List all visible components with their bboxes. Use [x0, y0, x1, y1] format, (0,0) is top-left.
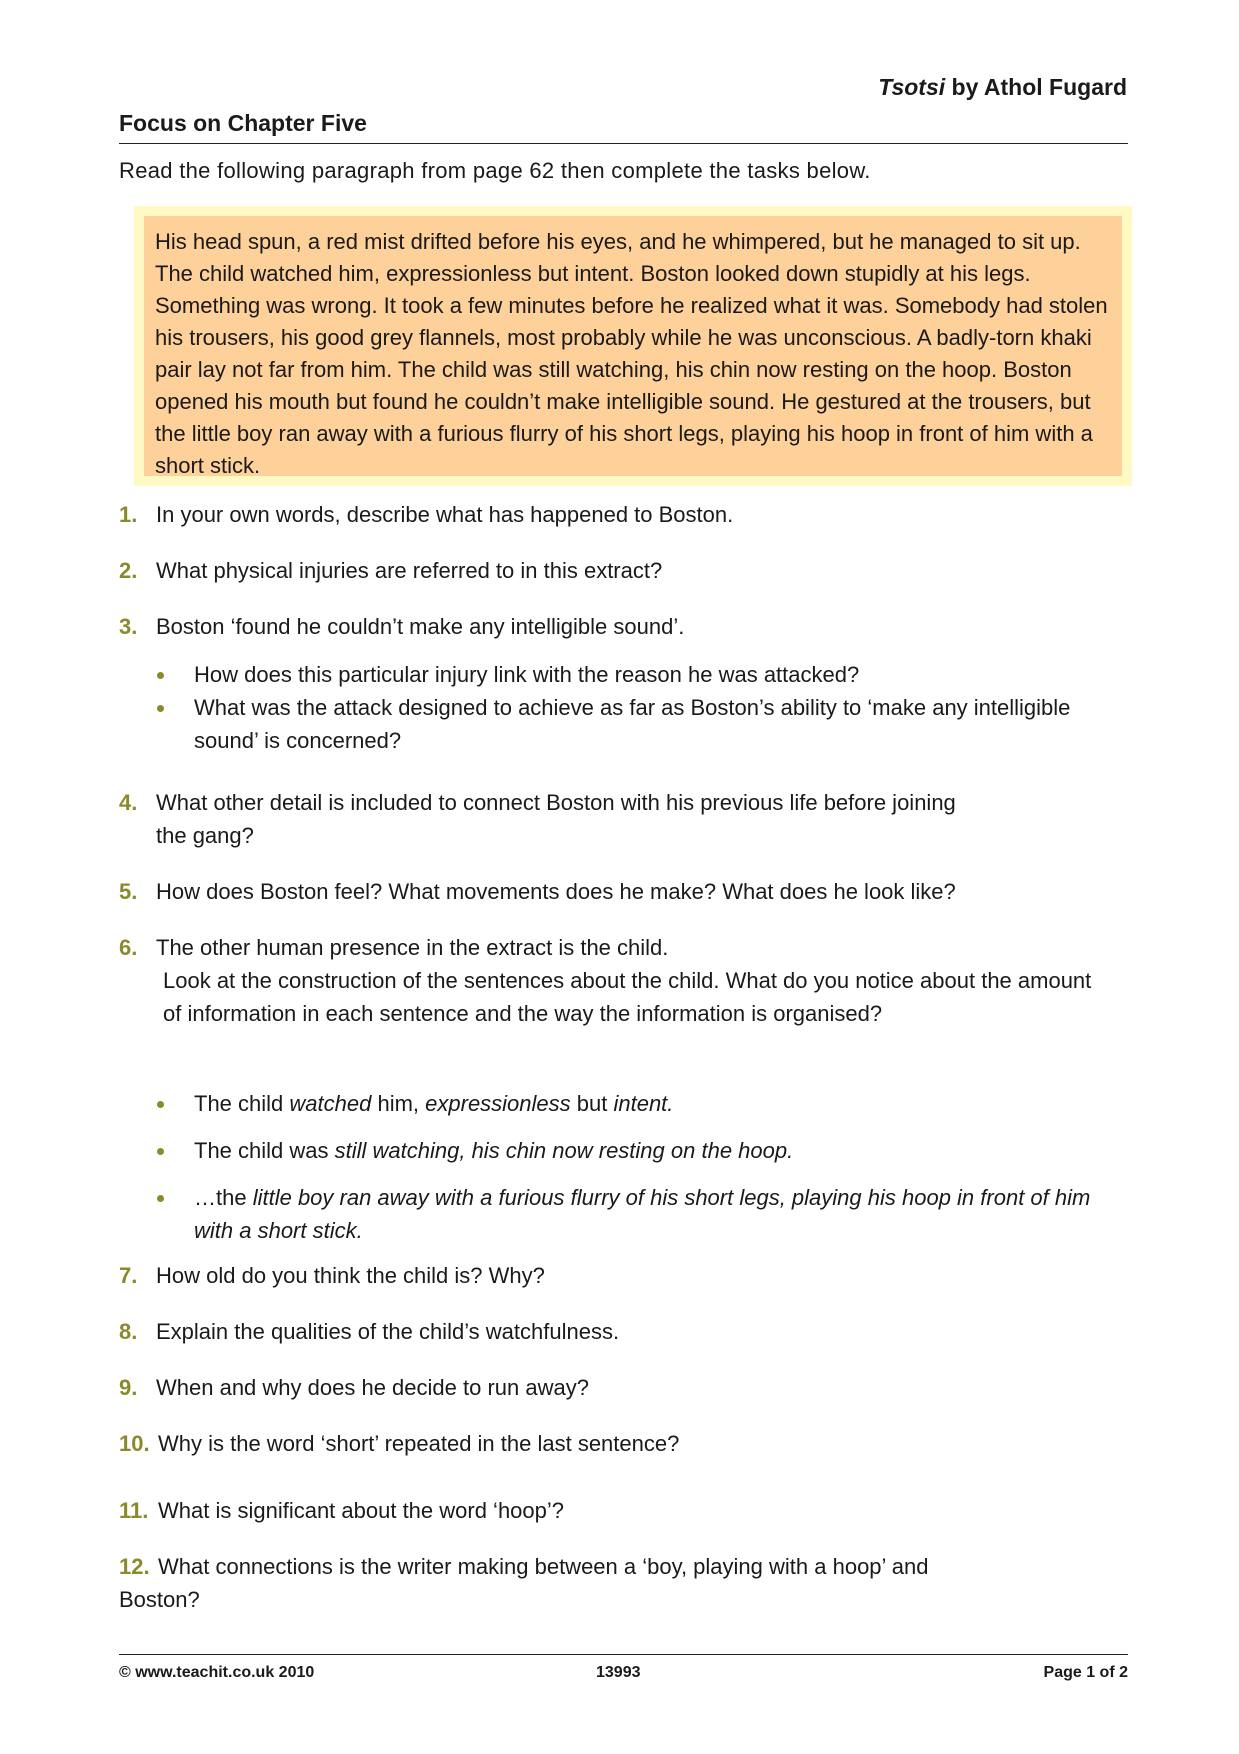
intro-instruction: Read the following paragraph from page 62 then complete the tasks below. [119, 158, 871, 183]
question-5 [119, 875, 956, 908]
question-8 [119, 1315, 619, 1348]
question-1 [119, 498, 733, 531]
question-3-bullets [152, 658, 1122, 757]
question-number: 12. [119, 1554, 150, 1579]
question-6 [119, 931, 668, 964]
footer-divider [119, 1654, 1128, 1655]
list-item [152, 691, 1122, 757]
bullet-text-italic: little boy ran away with a furious flurry of his short legs, playing his hoop in front of him with a short stick. [194, 1185, 1091, 1243]
question-number: 2. [119, 558, 138, 583]
question-text: How old do you think the child is? Why? [156, 1263, 545, 1288]
question-11 [119, 1494, 564, 1527]
book-title [878, 74, 1127, 101]
question-12 [119, 1550, 928, 1616]
header-divider [119, 143, 1128, 144]
question-text: The other human presence in the extract is the child. [156, 935, 669, 960]
question-text: What physical injuries are referred to in this extract? [156, 558, 663, 583]
bullet-icon [157, 705, 164, 712]
list-item [152, 1181, 1122, 1247]
question-text-continued: the gang? [156, 823, 254, 848]
bullet-text-italic: still watching, his chin now resting on the hoop. [334, 1138, 794, 1163]
extract-text: His head spun, a red mist drifted before his eyes, and he whimpered, but he managed to sit up. The child watched him, expressionless but intent. Boston looked down stupidly at his legs. Something was wrong. It took a few minutes before he realized what it was. Somebody had stolen his trousers, his good grey flannels, most probably while he was unconscious. A badly-torn khaki pair lay not far from him. The child was still watching, his chin now resting on the hoop. Boston opened his mouth but found he couldn’t make intelligible sound. He gestured at the trousers, but the little boy ran away with a furious flurry of his short legs, playing his hoop in front of him with a short stick. [144, 216, 1122, 476]
question-number: 6. [119, 935, 138, 960]
bullet-text: The child [194, 1091, 290, 1116]
question-text: Boston ‘found he couldn’t make any intelligible sound’. [156, 614, 685, 639]
bullet-text: him, [371, 1091, 426, 1116]
question-10 [119, 1427, 679, 1460]
footer-page-number: Page 1 of 2 [1043, 1664, 1128, 1681]
bullet-text: …the [194, 1185, 253, 1210]
bullet-text: The child was [194, 1138, 335, 1163]
list-item [152, 1134, 1122, 1167]
question-text: What other detail is included to connect Boston with his previous life before joining [156, 790, 956, 815]
sheet-title: Focus on Chapter Five [119, 110, 367, 136]
question-text: When and why does he decide to run away? [156, 1375, 589, 1400]
question-3 [119, 610, 684, 643]
question-number: 3. [119, 614, 138, 639]
bullet-text: What was the attack designed to achieve as far as Boston’s ability to ‘make any intelligible sound’ is concerned? [194, 695, 1071, 753]
footer-resource-code: 13993 [596, 1664, 641, 1681]
question-4 [119, 786, 956, 852]
question-number: 5. [119, 879, 138, 904]
question-text-continued: Boston? [119, 1587, 200, 1612]
bullet-icon [157, 672, 164, 679]
bullet-text: How does this particular injury link with the reason he was attacked? [194, 662, 860, 687]
question-text: What is significant about the word ‘hoop’? [158, 1498, 565, 1523]
question-text: Why is the word ‘short’ repeated in the last sentence? [158, 1431, 680, 1456]
book-title-italic: Tsotsi [878, 74, 946, 100]
question-9 [119, 1371, 589, 1404]
bullet-icon [157, 1148, 164, 1155]
bullet-text-italic: expressionless [425, 1091, 571, 1116]
question-number: 1. [119, 502, 138, 527]
question-6-bullets [152, 1087, 1122, 1247]
question-number: 11. [119, 1498, 149, 1523]
bullet-text-italic: intent. [613, 1091, 674, 1116]
bullet-text: but [570, 1091, 614, 1116]
question-2 [119, 554, 662, 587]
question-text: In your own words, describe what has happened to Boston. [156, 502, 734, 527]
footer-copyright: © www.teachit.co.uk 2010 [119, 1664, 315, 1681]
question-text: What connections is the writer making between a ‘boy, playing with a hoop’ and [158, 1554, 929, 1579]
list-item [152, 658, 1122, 691]
list-item [152, 1087, 1122, 1120]
question-number: 7. [119, 1263, 138, 1288]
bullet-text-italic: watched [289, 1091, 372, 1116]
book-title-author: by Athol Fugard [945, 74, 1127, 100]
question-number: 10. [119, 1431, 150, 1456]
question-number: 4. [119, 790, 138, 815]
question-number: 9. [119, 1375, 138, 1400]
bullet-icon [157, 1101, 164, 1108]
question-6-subtext: Look at the construction of the sentences about the child. What do you notice about the amount of information in each sentence and the way the information is organised? [163, 968, 1092, 1026]
extract-box [134, 206, 1132, 486]
question-7 [119, 1259, 545, 1292]
bullet-icon [157, 1195, 164, 1202]
question-text: Explain the qualities of the child’s watchfulness. [156, 1319, 620, 1344]
question-text: How does Boston feel? What movements does he make? What does he look like? [156, 879, 956, 904]
question-number: 8. [119, 1319, 138, 1344]
